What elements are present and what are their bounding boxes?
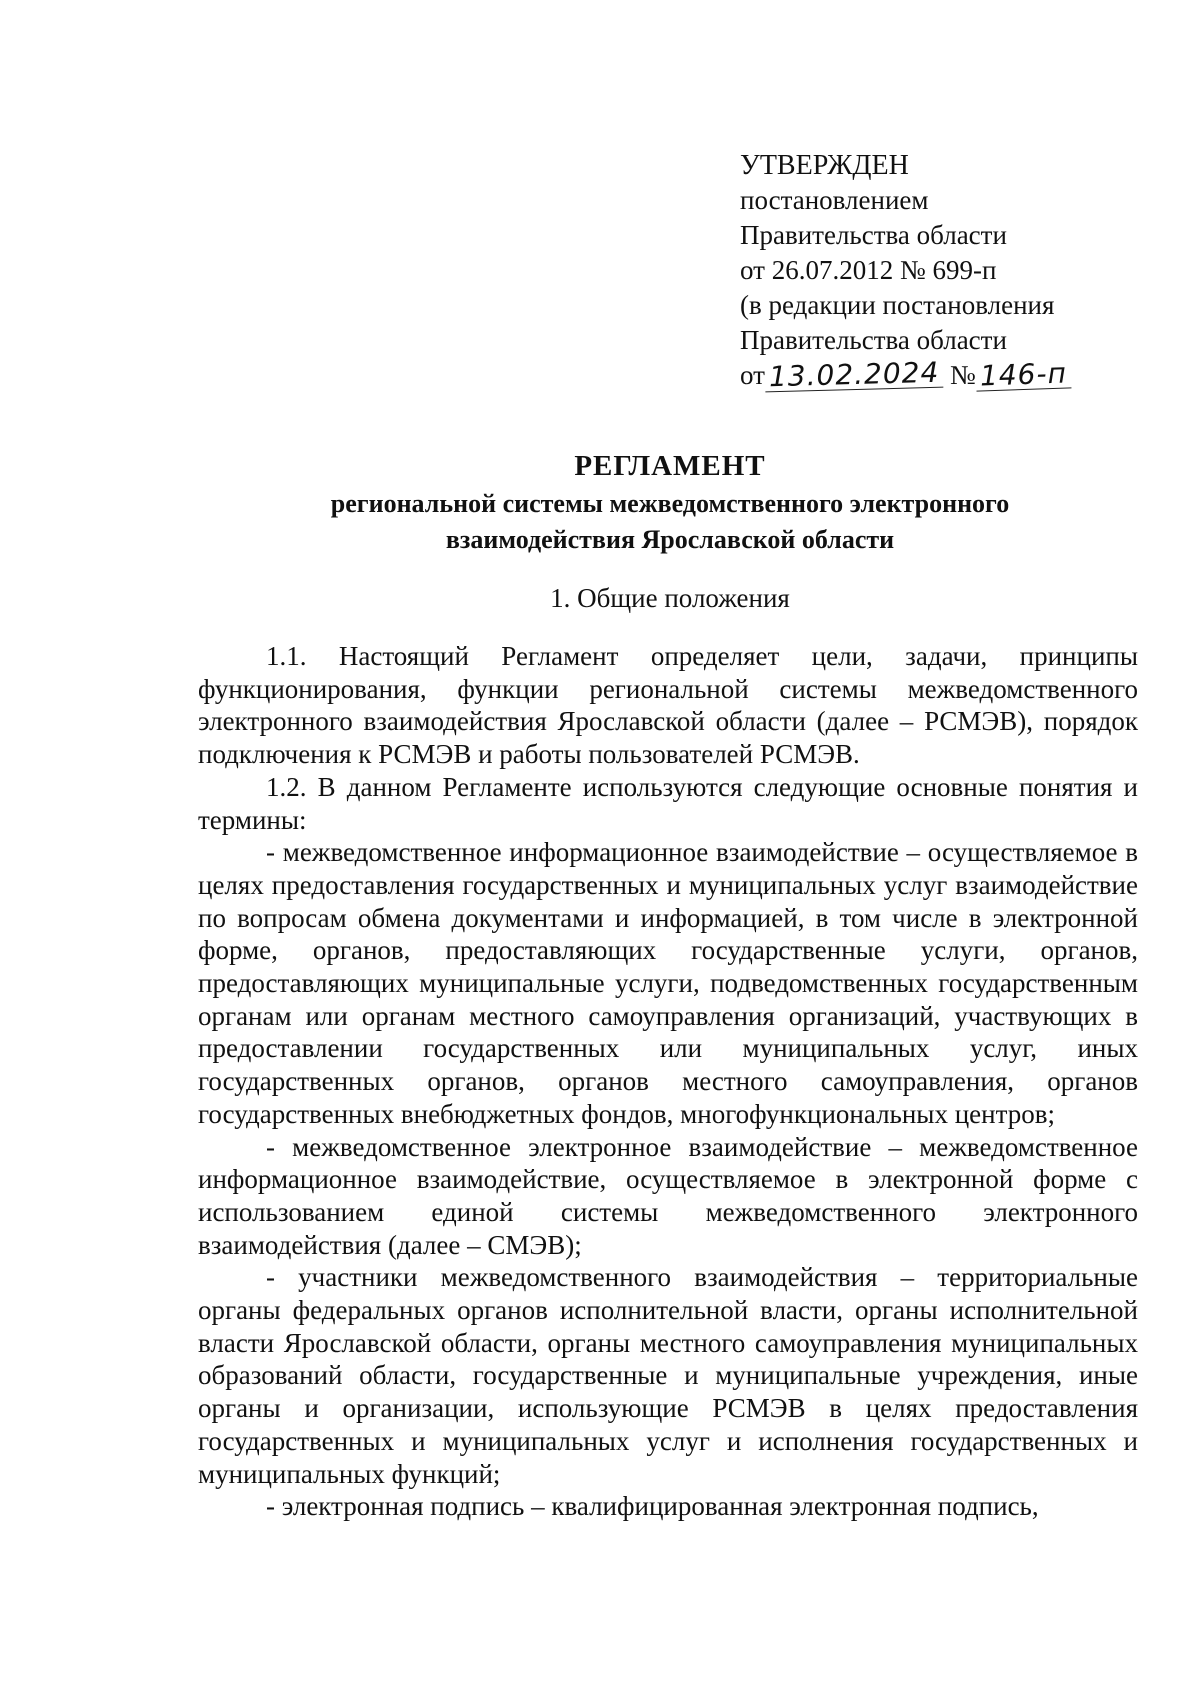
approval-stamp-block [740, 148, 1160, 393]
paragraph-1-2: 1.2. В данном Регламенте используются следующие основные понятия и термины: [198, 771, 1138, 835]
approval-heading: УТВЕРЖДЕН [740, 150, 909, 181]
date-prefix: от [740, 360, 765, 390]
approval-line-3: от 26.07.2012 № 699-п [740, 255, 997, 285]
term-paragraph: - межведомственное информационное взаимодействие – осуществляемое в целях предоставления государственных и муниципальных услуг взаимодействие по вопросам обмена документами и информацией, в том числе в электронной форме, органов, предоставляющих государственные услуги, органов, предоставляющих муниципальные услуги, подведомственных государственным органам или органам местного самоуправления организаций, участвующих в предоставлении государственных или муниципальных услуг, иных государственных органов, органов местного самоуправления, органов государственных внебюджетных фондов, многофункциональных центров; [198, 837, 1138, 1129]
title-main: РЕГЛАМЕНТ [574, 450, 766, 482]
approval-date-line [740, 355, 1160, 394]
title-subtitle-line-1: региональной системы межведомственного электронного [330, 489, 1010, 518]
term-paragraph: - электронная подпись – квалифицированная электронная подпись, [266, 1491, 1039, 1522]
section-heading: 1. Общие положения [550, 583, 790, 613]
document-title [200, 446, 1140, 558]
approval-line-1: постановлением [740, 185, 929, 215]
number-prefix: № [950, 360, 976, 390]
document-body [198, 640, 1138, 1523]
title-subtitle-line-2: взаимодействия Ярославской области [445, 525, 895, 554]
approval-line-5: Правительства области [740, 325, 1007, 355]
approval-line-4: (в редакции постановления [740, 290, 1055, 320]
paragraph-1-1: 1.1. Настоящий Регламент определяет цели, задачи, принципы функционирования, функции региональной системы межведомственного электронного взаимодействия Ярославской области (далее – РСМЭВ), порядок подключения к РСМЭВ и работы пользователей РСМЭВ. [198, 641, 1138, 770]
term-paragraph: - межведомственное электронное взаимодействие – межведомственное информационное взаимодействие, осуществляемое в электронной форме с использованием единой системы межведомственного электронного взаимодействия (далее – СМЭВ); [198, 1131, 1138, 1260]
handwritten-date: 13.02.2024 [765, 359, 944, 393]
approval-line-2: Правительства области [740, 220, 1007, 250]
term-paragraph: - участники межведомственного взаимодействия – территориальные органы федеральных органов исполнительной власти, органы исполнительной власти Ярославской области, органы местного самоуправления муниципальных образований области, государственные и муниципальные учреждения, иные органы и организации, использующие РСМЭВ в целях предоставления государственных и муниципальных услуг и исполнения государственных и муниципальных функций; [198, 1262, 1138, 1489]
handwritten-number: 146-п [975, 359, 1071, 391]
